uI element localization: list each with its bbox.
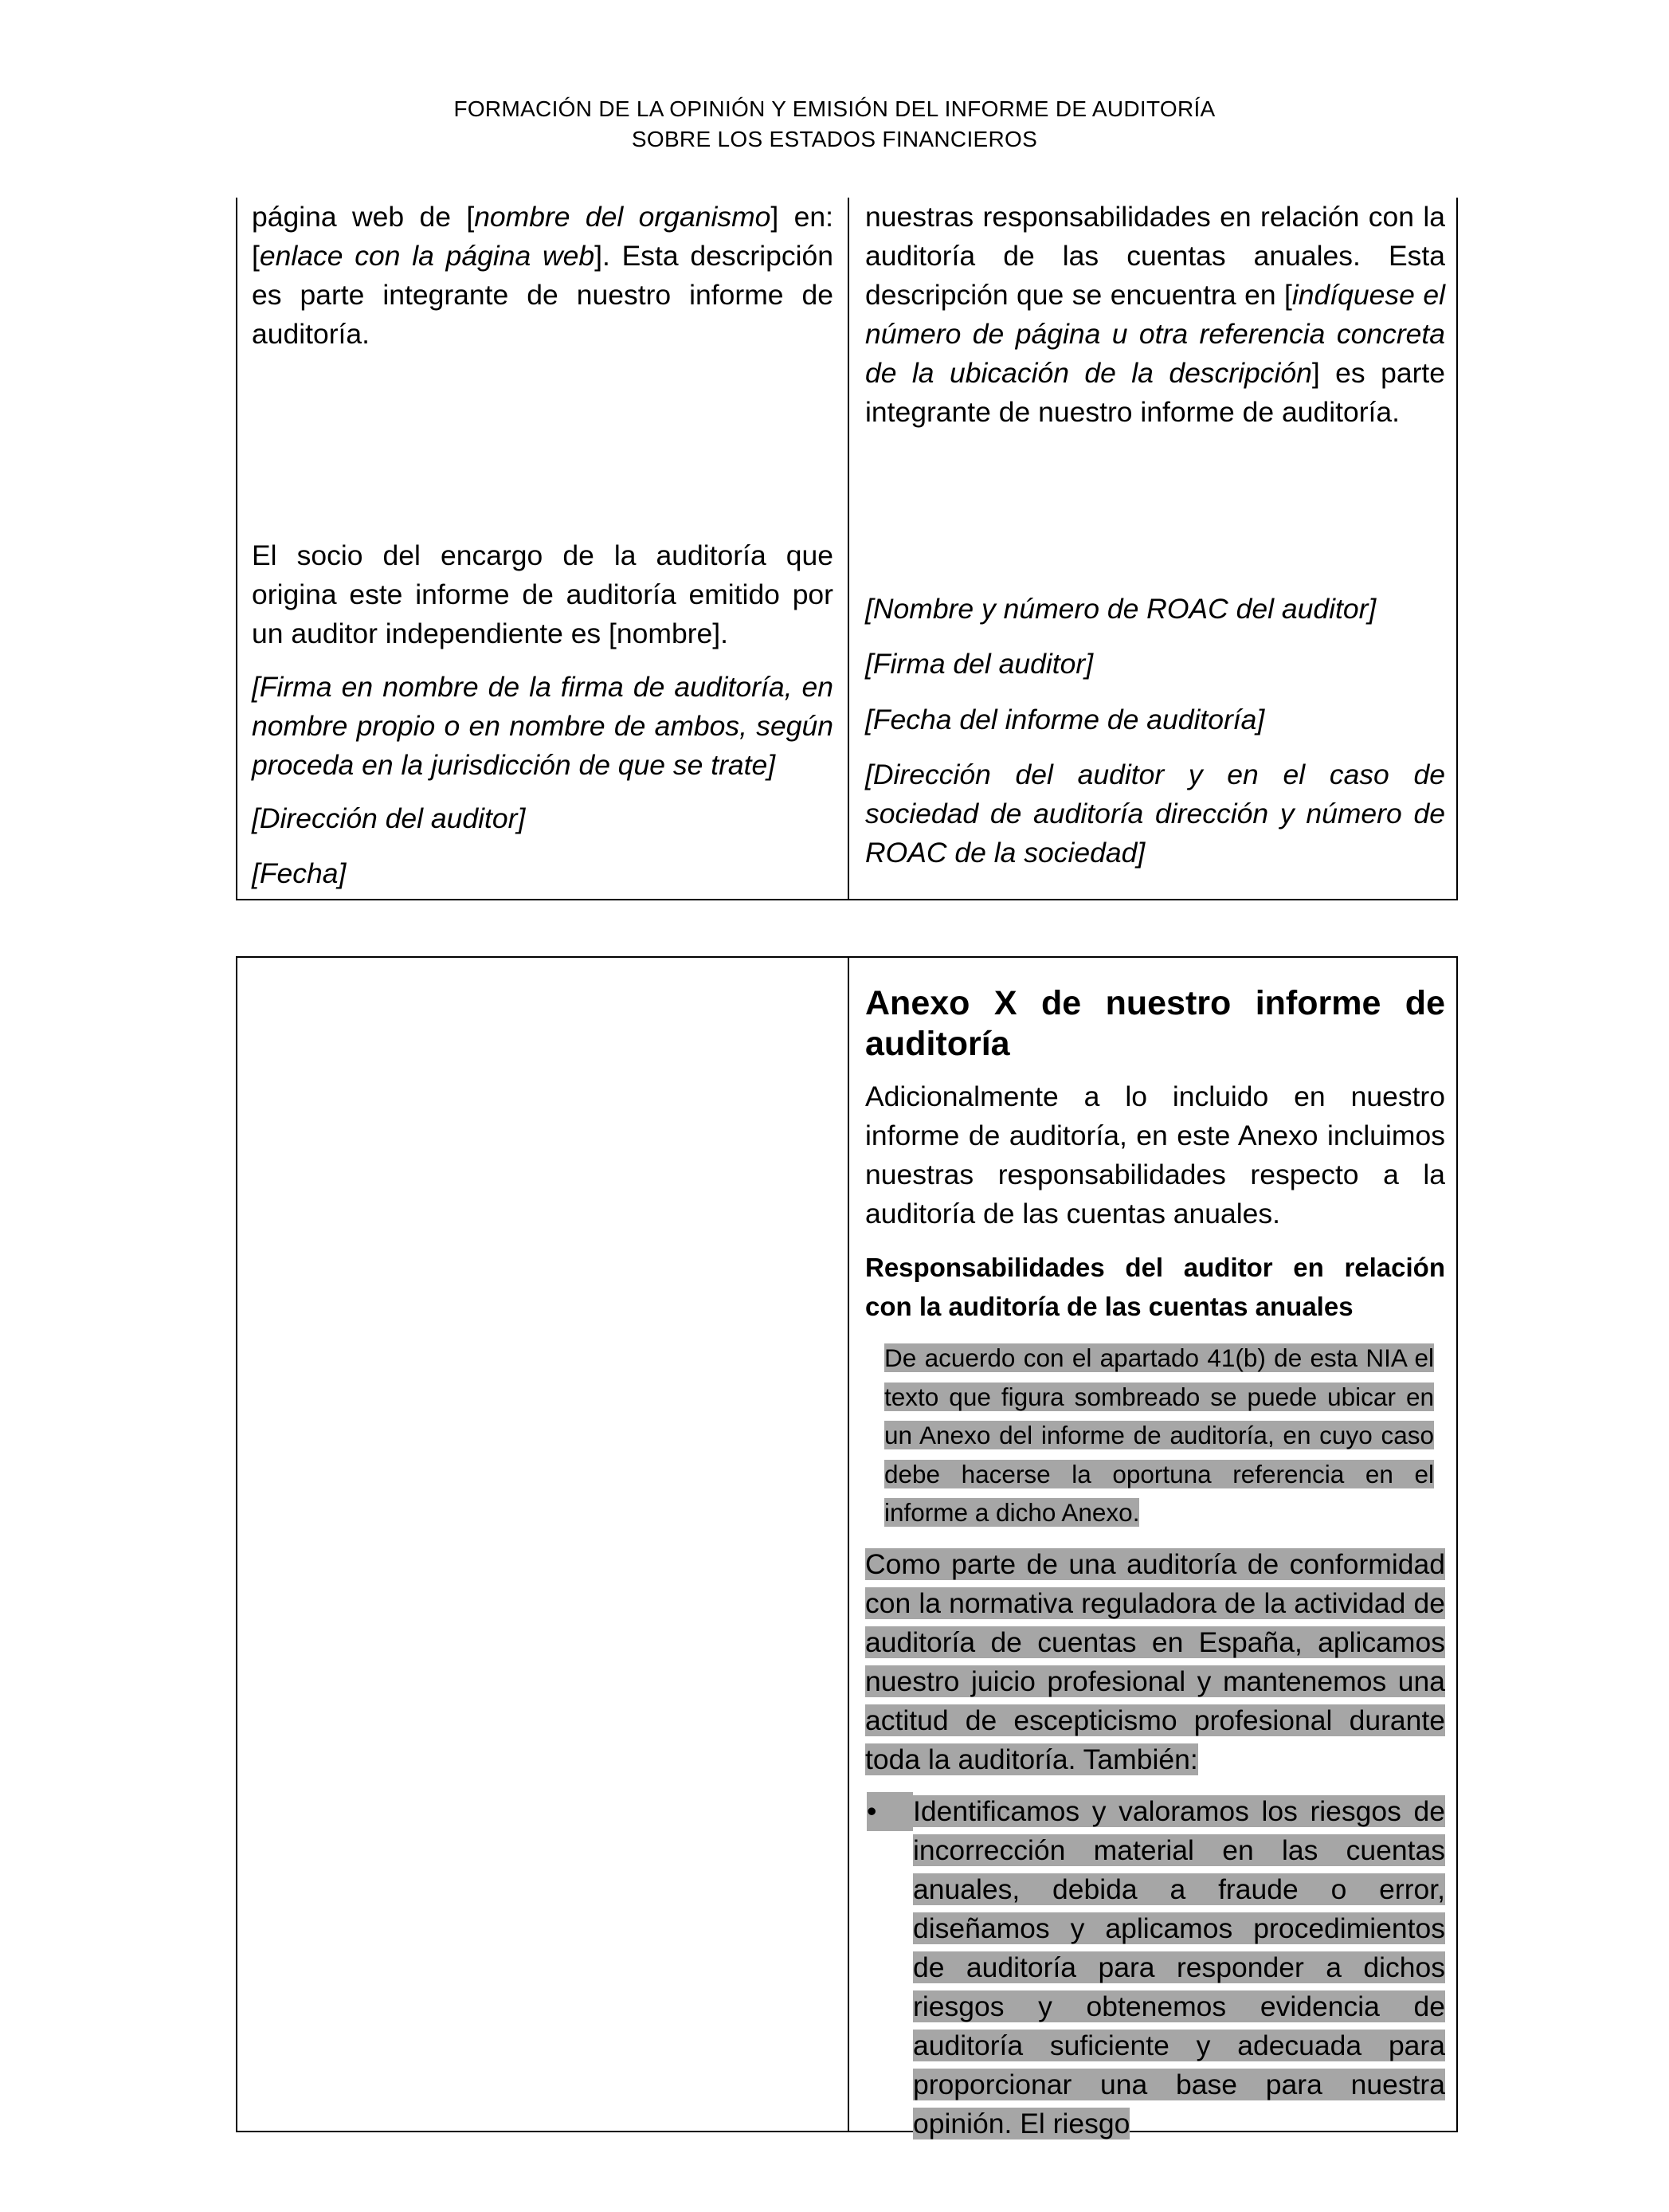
report-comparison-table (236, 198, 1458, 900)
annex-bullet-list (865, 1792, 1445, 2143)
left-column-empty (252, 958, 833, 2131)
shaded-note-box (884, 1339, 1434, 1532)
left-date: [Fecha] (252, 857, 347, 889)
header-line-1: FORMACIÓN DE LA OPINIÓN Y EMISIÓN DEL INFORME DE AUDITORÍA (453, 96, 1216, 121)
column-divider (848, 198, 849, 899)
page-header (0, 94, 1669, 155)
annex-title: Anexo X de nuestro informe de auditoría (865, 984, 1445, 1063)
header-line-2: SOBRE LOS ESTADOS FINANCIEROS (631, 127, 1038, 151)
annex-subtitle: Responsabilidades del auditor en relación con la auditoría de las cuentas anuales (865, 1253, 1445, 1321)
right-auditor-address: [Dirección del auditor y en el caso de sociedad de auditoría dirección y número de ROAC de la sociedad] (865, 759, 1445, 869)
annex-intro: Adicionalmente a lo incluido en nuestro informe de auditoría, en este Anexo incluimos nuestras responsabilidades respecto a la auditoría de las cuentas anuales. (865, 1081, 1445, 1230)
bullet-text: Identificamos y valoramos los riesgos de incorrección material en las cuentas anuales, debida a fraude o error, diseñamos y aplicamos procedimientos de auditoría para responder a dichos riesgos y obtenemos evidencia de auditoría suficiente y adecuada para proporcionar una base para nuestra opinión. El riesgo (913, 1794, 1445, 2139)
annex-column (865, 983, 1445, 2143)
list-item (865, 1792, 1445, 2143)
left-signature-firm: [Firma en nombre de la firma de auditoría, en nombre propio o en nombre de ambos, según proceda en la jurisdicción de que se trate] (252, 671, 833, 781)
right-auditor-signature: [Firma del auditor] (865, 648, 1094, 680)
left-paragraph-website: página web de [nombre del organismo] en: [enlace con la página web]. Esta descripción es parte integrante de nuestro informe de auditoría. (252, 201, 834, 350)
right-paragraph-responsibilities: nuestras responsabilidades en relación con la auditoría de las cuentas anuales. Esta descripción que se encuentra en [indíquese el número de página u otra referencia concreta de la ubicación de la descripción] es parte integrante de nuestro informe de auditoría. (865, 201, 1445, 428)
bullet-icon: • (867, 1792, 913, 1831)
column-divider (848, 958, 849, 2131)
left-auditor-address: [Dirección del auditor] (252, 802, 526, 834)
annex-body: Como parte de una auditoría de conformidad con la normativa reguladora de la actividad de auditoría de cuentas en España, aplicamos nuestro juicio profesional y mantenemos una actitud de escepticismo profesional durante toda la auditoría. También: (865, 1547, 1445, 1775)
shaded-note: De acuerdo con el apartado 41(b) de esta NIA el texto que figura sombreado se puede ubicar en un Anexo del informe de auditoría, en cuyo caso debe hacerse la oportuna referencia en el informe a dicho Anexo. (884, 1343, 1434, 1527)
annex-table (236, 956, 1458, 2139)
right-report-date: [Fecha del informe de auditoría] (865, 704, 1265, 735)
right-auditor-name-roac: [Nombre y número de ROAC del auditor] (865, 593, 1377, 625)
left-paragraph-partner: El socio del encargo de la auditoría que origina este informe de auditoría emitido por un auditor independiente es [nombre]. (252, 539, 833, 649)
